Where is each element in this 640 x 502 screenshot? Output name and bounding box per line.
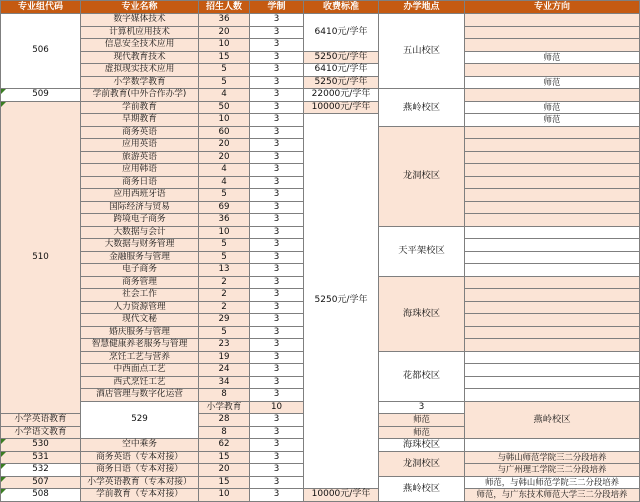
years: 3 — [250, 489, 304, 502]
years: 3 — [250, 376, 304, 389]
direction — [465, 276, 640, 289]
direction — [465, 139, 640, 152]
table-row — [1, 64, 640, 77]
campus: 海珠校区 — [379, 439, 465, 452]
major-name: 虚拟现实技术应用 — [81, 64, 199, 77]
campus: 天平架校区 — [379, 226, 465, 276]
major-name: 空中乘务 — [81, 439, 199, 452]
enrollment-count: 4 — [199, 164, 250, 177]
direction: 与韩山师范学院三二分段培养 — [465, 451, 640, 464]
direction — [465, 14, 640, 27]
direction — [465, 301, 640, 314]
major-name: 小学教育 — [199, 401, 250, 414]
direction: 师范 — [465, 114, 640, 127]
years: 3 — [250, 26, 304, 39]
years: 3 — [250, 89, 304, 102]
direction — [465, 151, 640, 164]
major-name: 商务英语（专本对接） — [81, 451, 199, 464]
enrollment-count: 2 — [199, 301, 250, 314]
direction — [465, 214, 640, 227]
direction: 师范，与韩山师范学院三二分段培养 — [465, 476, 640, 489]
fee: 10000元/学年 — [304, 101, 379, 114]
years: 3 — [250, 389, 304, 402]
enrollment-count: 10 — [199, 489, 250, 502]
major-name: 小学语文教育 — [1, 426, 81, 439]
major-name: 旅游英语 — [81, 151, 199, 164]
direction — [465, 364, 640, 377]
group-code: 510 — [1, 101, 81, 414]
years: 3 — [250, 226, 304, 239]
years: 3 — [250, 439, 304, 452]
years: 3 — [250, 289, 304, 302]
years: 3 — [250, 414, 304, 427]
direction — [465, 389, 640, 402]
campus: 燕岭校区 — [379, 89, 465, 127]
enrollment-count: 36 — [199, 214, 250, 227]
major-name: 小学英语教育（专本对接） — [81, 476, 199, 489]
direction: 与广州理工学院三二分段培养 — [465, 464, 640, 477]
campus: 燕岭校区 — [379, 476, 465, 501]
direction — [465, 251, 640, 264]
major-name: 大数据与财务管理 — [81, 239, 199, 252]
major-name: 商务管理 — [81, 276, 199, 289]
direction — [465, 326, 640, 339]
group-code: 530 — [1, 439, 81, 452]
direction — [465, 126, 640, 139]
years: 3 — [250, 464, 304, 477]
enrollment-count: 60 — [199, 126, 250, 139]
direction: 师范 — [465, 51, 640, 64]
major-name: 金融服务与管理 — [81, 251, 199, 264]
years: 3 — [250, 14, 304, 27]
direction: 师范 — [379, 426, 465, 439]
direction — [465, 64, 640, 77]
header-direction: 专业方向 — [465, 1, 640, 14]
direction — [465, 314, 640, 327]
major-name: 学前教育 — [81, 101, 199, 114]
enrollment-count: 20 — [199, 26, 250, 39]
enrollment-count: 5 — [199, 76, 250, 89]
group-code: 506 — [1, 14, 81, 89]
major-name: 人力资源管理 — [81, 301, 199, 314]
header-years: 学制 — [250, 1, 304, 14]
major-name: 社会工作 — [81, 289, 199, 302]
major-name: 电子商务 — [81, 264, 199, 277]
years: 3 — [250, 426, 304, 439]
enrollment-count: 5 — [199, 239, 250, 252]
direction — [465, 189, 640, 202]
years: 3 — [250, 151, 304, 164]
years: 3 — [250, 339, 304, 352]
direction: 师范，与广东技术师范大学三二分段培养 — [465, 489, 640, 502]
enrollment-count: 19 — [199, 351, 250, 364]
group-code: 509 — [1, 89, 81, 102]
fee: 22000元/学年 — [304, 89, 379, 102]
header-enrollment: 招生人数 — [199, 1, 250, 14]
enrollment-count: 50 — [199, 101, 250, 114]
major-name: 酒店管理与数字化运营 — [81, 389, 199, 402]
campus: 龙洞校区 — [379, 451, 465, 476]
direction: 师范 — [465, 101, 640, 114]
direction — [465, 39, 640, 52]
fee: 6410元/学年 — [304, 14, 379, 52]
years: 3 — [250, 76, 304, 89]
direction — [465, 339, 640, 352]
years: 3 — [250, 314, 304, 327]
table-row — [1, 51, 640, 64]
direction — [465, 176, 640, 189]
enrollment-count: 10 — [199, 226, 250, 239]
years: 3 — [250, 239, 304, 252]
enrollment-count: 5 — [199, 64, 250, 77]
enrollment-count: 36 — [199, 14, 250, 27]
major-name: 信息安全技术应用 — [81, 39, 199, 52]
major-name: 西式烹饪工艺 — [81, 376, 199, 389]
major-name: 应用英语 — [81, 139, 199, 152]
major-name: 小学数学教育 — [81, 76, 199, 89]
enrollment-count: 29 — [199, 314, 250, 327]
years: 3 — [250, 351, 304, 364]
major-name: 婚庆服务与管理 — [81, 326, 199, 339]
table-row — [1, 14, 640, 27]
group-code: 531 — [1, 451, 81, 464]
direction — [465, 376, 640, 389]
major-name: 数字媒体技术 — [81, 14, 199, 27]
direction: 师范 — [465, 76, 640, 89]
major-name: 商务英语 — [81, 126, 199, 139]
header-group-code: 专业组代码 — [1, 1, 81, 14]
direction — [465, 226, 640, 239]
table-row — [1, 101, 640, 114]
direction: 师范 — [379, 414, 465, 427]
fee: 6410元/学年 — [304, 64, 379, 77]
years: 3 — [250, 164, 304, 177]
years: 3 — [250, 476, 304, 489]
header-major-name: 专业名称 — [81, 1, 199, 14]
years: 3 — [250, 301, 304, 314]
major-name: 应用西班牙语 — [81, 189, 199, 202]
years: 3 — [250, 139, 304, 152]
fee: 5250元/学年 — [304, 114, 379, 489]
enrollment-count: 5 — [199, 326, 250, 339]
major-name: 小学英语教育 — [1, 414, 81, 427]
years: 3 — [250, 176, 304, 189]
years: 3 — [250, 326, 304, 339]
years: 3 — [250, 264, 304, 277]
major-name: 商务日语（专本对接） — [81, 464, 199, 477]
enrollment-count: 2 — [199, 276, 250, 289]
direction — [465, 26, 640, 39]
enrollment-count: 34 — [199, 376, 250, 389]
fee: 5250元/学年 — [304, 76, 379, 89]
campus: 龙洞校区 — [379, 126, 465, 226]
group-code: 507 — [1, 476, 81, 489]
direction — [465, 239, 640, 252]
enrollment-count: 8 — [199, 389, 250, 402]
years: 3 — [250, 251, 304, 264]
years: 3 — [250, 39, 304, 52]
years: 3 — [250, 201, 304, 214]
enrollment-count: 20 — [199, 139, 250, 152]
major-name: 大数据与会计 — [81, 226, 199, 239]
fee: 10000元/学年 — [304, 489, 379, 502]
years: 3 — [250, 64, 304, 77]
enrollment-count: 8 — [199, 426, 250, 439]
years: 3 — [250, 114, 304, 127]
major-name: 烹饪工艺与营养 — [81, 351, 199, 364]
enrollment-count: 23 — [199, 339, 250, 352]
enrollment-count: 15 — [199, 51, 250, 64]
table-row — [1, 114, 640, 127]
enrollment-count: 10 — [199, 114, 250, 127]
major-name: 计算机应用技术 — [81, 26, 199, 39]
enrollment-count: 13 — [199, 264, 250, 277]
major-name: 商务日语 — [81, 176, 199, 189]
group-code: 529 — [81, 401, 199, 439]
direction — [465, 439, 640, 452]
major-name: 现代文秘 — [81, 314, 199, 327]
header-fee: 收费标准 — [304, 1, 379, 14]
enrollment-count: 2 — [199, 289, 250, 302]
enrollment-count: 15 — [199, 476, 250, 489]
years: 3 — [250, 126, 304, 139]
table-row — [1, 76, 640, 89]
campus: 燕岭校区 — [465, 401, 640, 439]
enrollment-count: 24 — [199, 364, 250, 377]
direction — [465, 351, 640, 364]
direction — [465, 164, 640, 177]
campus: 海珠校区 — [379, 276, 465, 351]
direction — [465, 264, 640, 277]
major-name: 跨境电子商务 — [81, 214, 199, 227]
major-name: 学前教育(中外合作办学) — [81, 89, 199, 102]
years: 3 — [250, 51, 304, 64]
enrollment-count: 15 — [199, 451, 250, 464]
enrollment-count: 4 — [199, 176, 250, 189]
major-name: 国际经济与贸易 — [81, 201, 199, 214]
years: 3 — [250, 276, 304, 289]
direction — [465, 289, 640, 302]
group-code: 532 — [1, 464, 81, 477]
enrollment-count: 20 — [199, 464, 250, 477]
enrollment-count: 5 — [199, 251, 250, 264]
campus: 五山校区 — [379, 14, 465, 89]
enrollment-count: 5 — [199, 189, 250, 202]
major-name: 学前教育（专本对接） — [81, 489, 199, 502]
header-campus: 办学地点 — [379, 1, 465, 14]
major-name: 应用韩语 — [81, 164, 199, 177]
direction — [465, 201, 640, 214]
enrollment-count: 62 — [199, 439, 250, 452]
group-code: 508 — [1, 489, 81, 502]
table-row — [1, 89, 640, 102]
major-name: 智慧健康养老服务与管理 — [81, 339, 199, 352]
years: 3 — [250, 189, 304, 202]
years: 3 — [250, 214, 304, 227]
fee: 5250元/学年 — [304, 51, 379, 64]
major-name: 早期教育 — [81, 114, 199, 127]
table-row — [1, 489, 640, 502]
major-name: 现代教育技术 — [81, 51, 199, 64]
years: 3 — [250, 451, 304, 464]
enrollment-count: 10 — [199, 39, 250, 52]
enrollment-count: 10 — [250, 401, 304, 414]
enrollment-count: 69 — [199, 201, 250, 214]
enrollment-count: 4 — [199, 89, 250, 102]
enrollment-count: 20 — [199, 151, 250, 164]
header-row — [1, 1, 640, 14]
years: 3 — [379, 401, 465, 414]
years: 3 — [250, 101, 304, 114]
campus: 花都校区 — [379, 351, 465, 401]
direction — [465, 89, 640, 102]
enrollment-count: 28 — [199, 414, 250, 427]
major-name: 中西面点工艺 — [81, 364, 199, 377]
years: 3 — [250, 364, 304, 377]
